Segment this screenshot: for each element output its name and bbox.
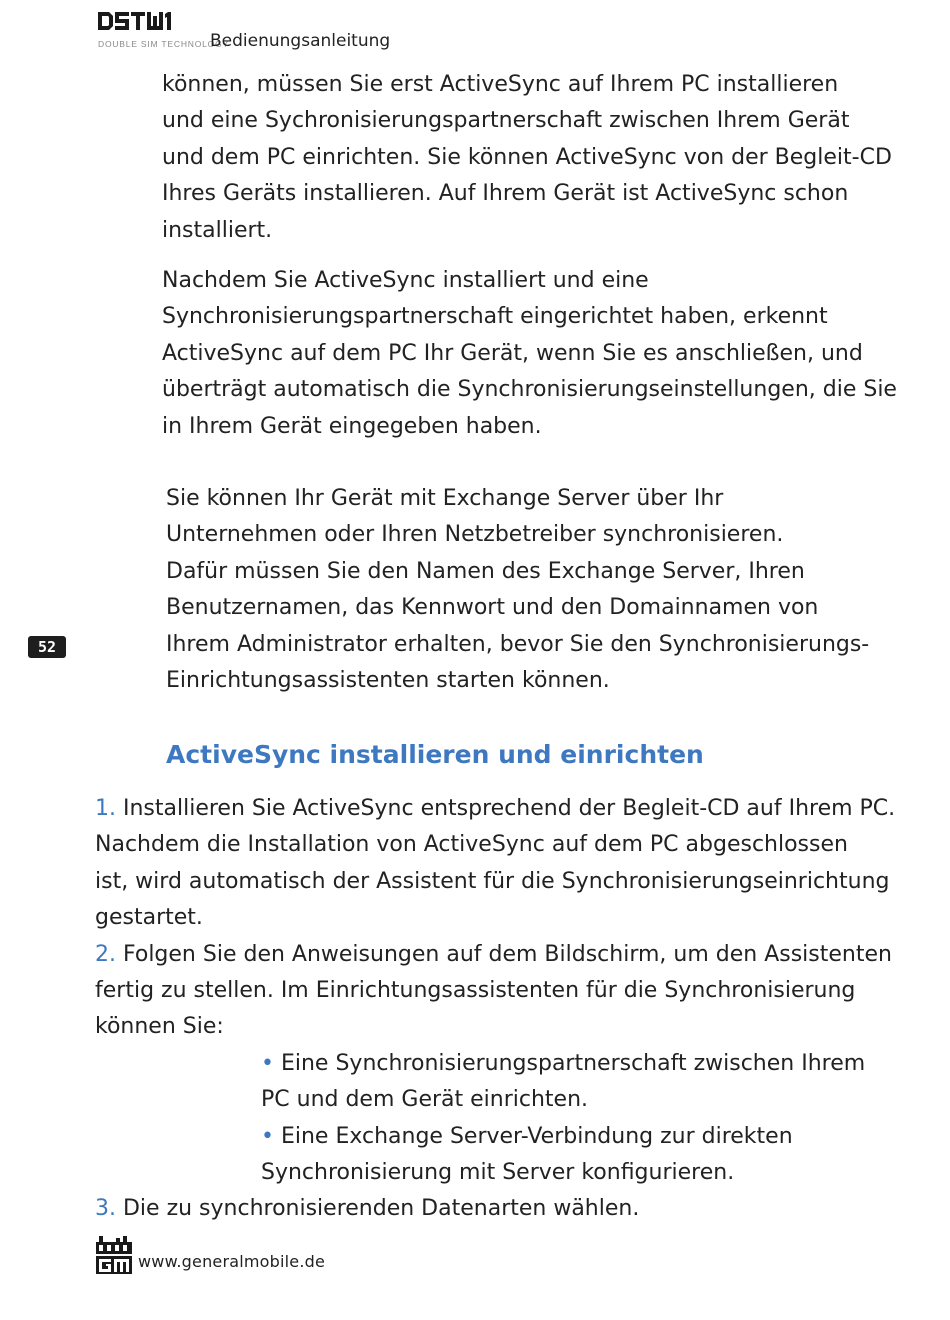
paragraph-exchange-server bbox=[166, 481, 869, 699]
text-line: Synchronisierung mit Server konfigurieren. bbox=[261, 1160, 735, 1186]
text-line: Nachdem die Installation von ActiveSync auf dem PC abgeschlossen bbox=[95, 832, 848, 858]
text-line: Benutzernamen, das Kennwort und den Domainnamen von bbox=[166, 595, 819, 621]
text-line: können, müssen Sie erst ActiveSync auf Ihrem PC installieren bbox=[162, 72, 839, 97]
text-line: Nachdem Sie ActiveSync installiert und eine bbox=[162, 268, 649, 293]
step-number: 3. bbox=[95, 1196, 116, 1222]
bullet-icon: • bbox=[261, 1123, 274, 1149]
bullet-item bbox=[95, 1119, 895, 1155]
step-3-line bbox=[95, 1191, 895, 1227]
page-number-badge: 52 bbox=[28, 636, 66, 658]
dstw1-logo bbox=[98, 10, 172, 32]
step-number: 1. bbox=[95, 796, 116, 821]
text-line: Dafür müssen Sie den Namen des Exchange Server, Ihren bbox=[166, 558, 805, 584]
text-line: Synchronisierungspartnerschaft eingerichtet haben, erkennt bbox=[162, 304, 828, 330]
text-line: und eine Sychronisierungspartnerschaft zwischen Ihrem Gerät bbox=[162, 108, 850, 134]
logo-subtitle: DOUBLE SIM TECHNOLOGY bbox=[98, 39, 229, 49]
text-line: Unternehmen oder Ihren Netzbetreiber synchronisieren. bbox=[166, 522, 784, 548]
text-line: Ihrem Administrator erhalten, bevor Sie den Synchronisierungs- bbox=[166, 631, 870, 657]
section-heading: ActiveSync installieren und einrichten bbox=[166, 740, 704, 769]
text-line: ActiveSync auf dem PC Ihr Gerät, wenn Sie es anschließen, und bbox=[162, 340, 863, 366]
text-line: ist, wird automatisch der Assistent für die Synchronisierungseinrichtung bbox=[95, 868, 890, 894]
step-3-text: Die zu synchronisierenden Datenarten wählen. bbox=[116, 1196, 640, 1222]
text-line: Ihres Geräts installieren. Auf Ihrem Gerät ist ActiveSync schon bbox=[162, 181, 849, 207]
text-line: in Ihrem Gerät eingegeben haben. bbox=[162, 413, 542, 439]
text-line: und dem PC einrichten. Sie können ActiveSync von der Begleit-CD bbox=[162, 144, 892, 170]
text-line: können Sie: bbox=[95, 1014, 224, 1040]
paragraph-activesync-intro bbox=[162, 67, 892, 249]
paragraph-activesync-partnership bbox=[162, 263, 897, 445]
text-line: gestartet. bbox=[95, 905, 203, 931]
step-1-line bbox=[95, 791, 895, 827]
text-line: fertig zu stellen. Im Einrichtungsassistenten für die Synchronisierung bbox=[95, 978, 856, 1004]
text-line: Sie können Ihr Gerät mit Exchange Server über Ihr bbox=[166, 486, 724, 511]
bullet-icon: • bbox=[261, 1050, 274, 1076]
bullet-text: Eine Synchronisierungspartnerschaft zwischen Ihrem bbox=[273, 1050, 866, 1076]
step-1-text: Installieren Sie ActiveSync entsprechend der Begleit-CD auf Ihrem PC. bbox=[116, 796, 896, 821]
step-number: 2. bbox=[95, 941, 116, 967]
bullet-item bbox=[95, 1046, 895, 1082]
installation-steps bbox=[95, 791, 895, 1228]
text-line: installiert. bbox=[162, 217, 273, 243]
general-mobile-logo bbox=[96, 1236, 132, 1274]
text-line: überträgt automatisch die Synchronisierungseinstellungen, die Sie bbox=[162, 377, 897, 403]
bullet-text: Eine Exchange Server-Verbindung zur direkten bbox=[273, 1123, 793, 1149]
manual-title: Bedienungsanleitung bbox=[210, 31, 391, 51]
step-2-line bbox=[95, 937, 895, 973]
text-line: PC und dem Gerät einrichten. bbox=[261, 1087, 589, 1113]
text-line: Einrichtungsassistenten starten können. bbox=[166, 668, 610, 694]
footer-url: www.generalmobile.de bbox=[138, 1252, 326, 1271]
step-2-text: Folgen Sie den Anweisungen auf dem Bildschirm, um den Assistenten bbox=[116, 941, 892, 967]
